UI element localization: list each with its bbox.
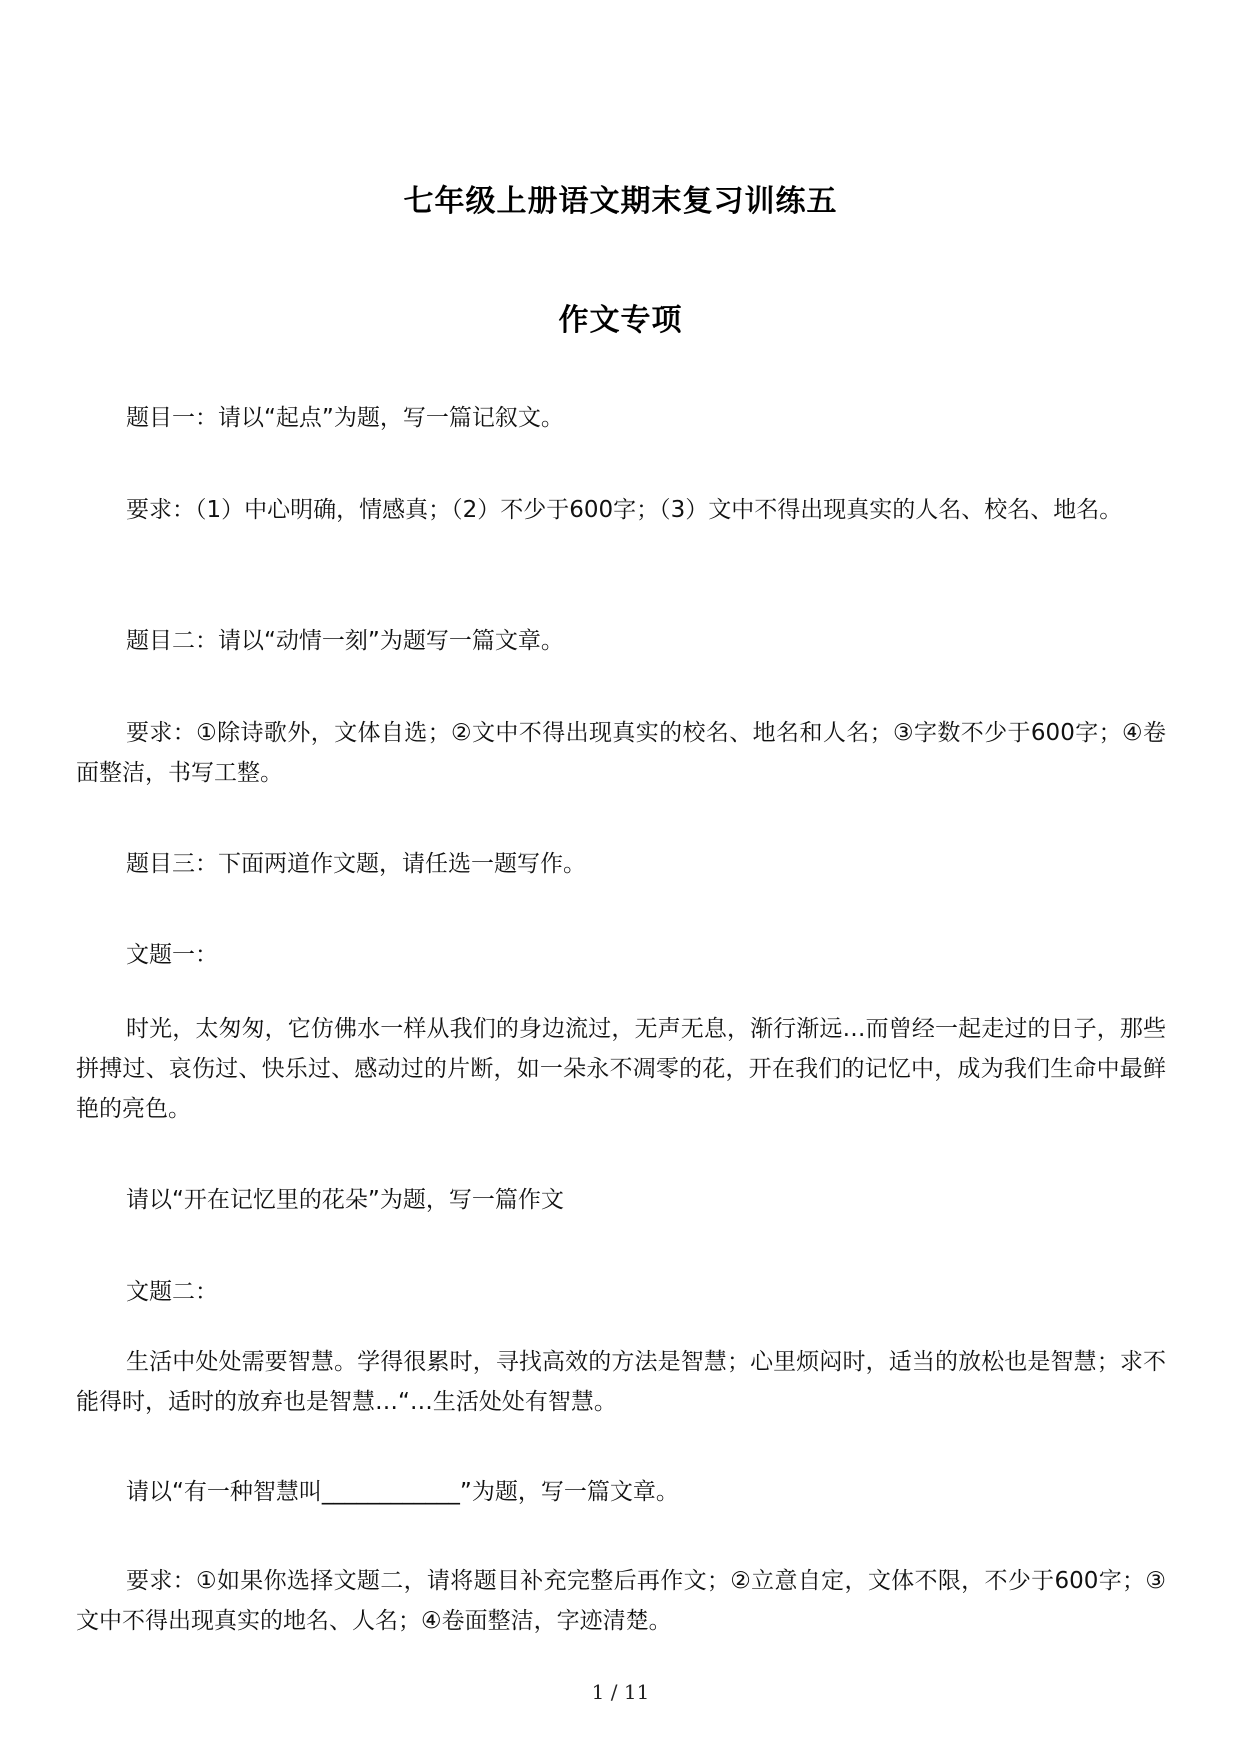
document-subtitle: 作文专项 — [558, 303, 683, 338]
prompt-three-heading: 题目三：下面两道作文题，请任选一题写作。 — [126, 851, 586, 877]
prompt-three-requirements: 要求：①如果你选择文题二，请将题目补充完整后再作文；②立意自定，文体不限，不少于600字；③文中不得出现真实的地名、人名；④卷面整洁，字迹清楚。 — [76, 1568, 1166, 1634]
document-title: 七年级上册语文期末复习训练五 — [403, 184, 838, 219]
prompt-two-requirements: 要求：①除诗歌外，文体自选；②文中不得出现真实的校名、地名和人名；③字数不少于600字；④卷面整洁，书写工整。 — [76, 720, 1166, 786]
topic-one-passage: 时光，太匆匆，它仿佛水一样从我们的身边流过，无声无息，渐行渐远…而曾经一起走过的日子，那些拼搏过、哀伤过、快乐过、感动过的片断，如一朵永不凋零的花，开在我们的记忆中，成为我们生命中最鲜艳的亮色。 — [76, 1016, 1166, 1122]
page-number: 1 / 11 — [591, 1680, 650, 1704]
topic-two-instruction: 请以“有一种智慧叫____________”为题，写一篇文章。 — [126, 1479, 679, 1505]
topic-two-passage: 生活中处处需要智慧。学得很累时，寻找高效的方法是智慧；心里烦闷时，适当的放松也是智慧；求不能得时，适时的放弃也是智慧…“…生活处处有智慧。 — [76, 1349, 1166, 1415]
prompt-one-requirements: 要求：（1）中心明确，情感真；（2）不少于600字；（3）文中不得出现真实的人名、校名、地名。 — [126, 497, 1123, 523]
topic-one-label: 文题一： — [126, 942, 218, 968]
topic-two-label: 文题二： — [126, 1279, 218, 1305]
topic-one-instruction: 请以“开在记忆里的花朵”为题，写一篇作文 — [126, 1187, 564, 1213]
prompt-two-heading: 题目二：请以“动情一刻”为题写一篇文章。 — [126, 628, 564, 654]
prompt-one-heading: 题目一：请以“起点”为题，写一篇记叙文。 — [126, 405, 564, 431]
